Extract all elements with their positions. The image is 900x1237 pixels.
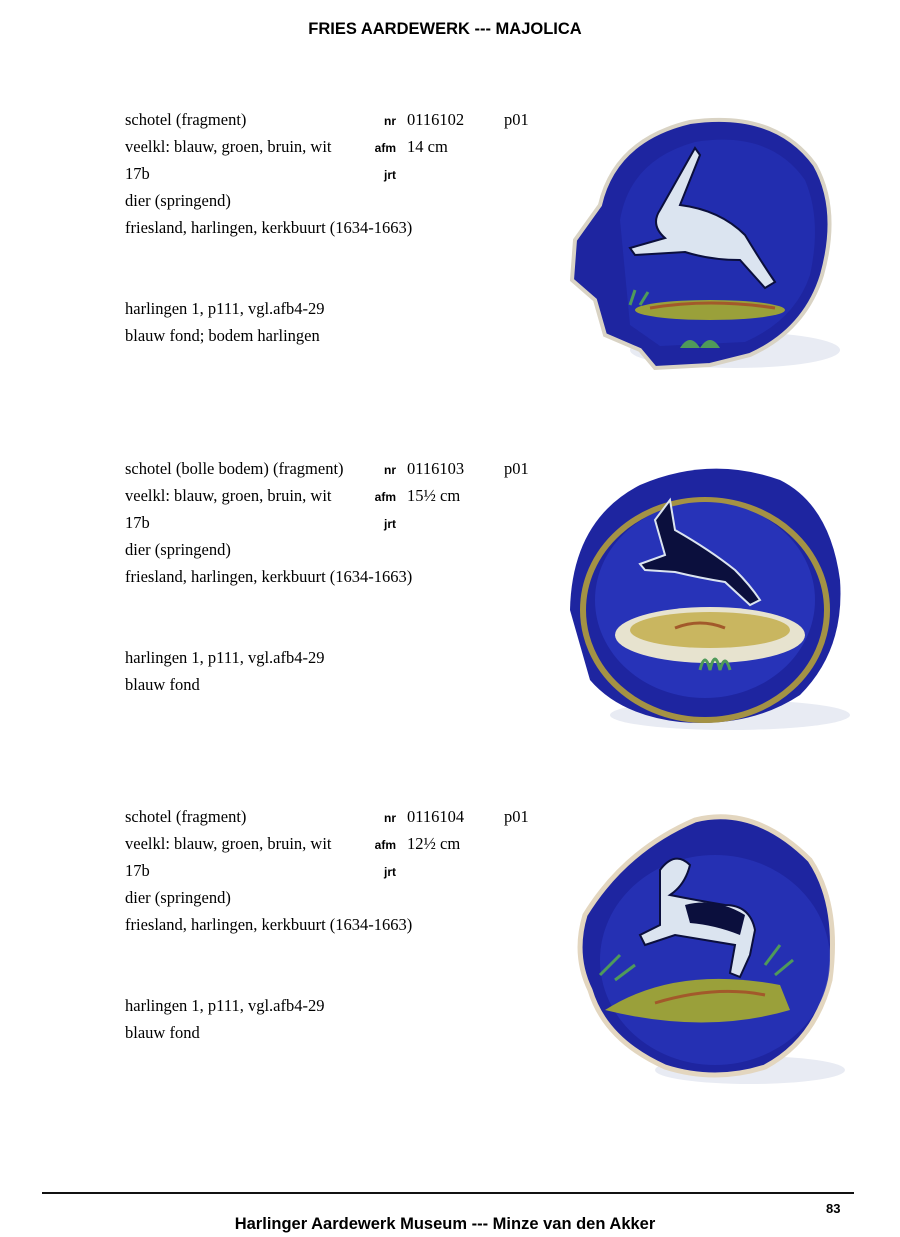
value-voorwerp: schotel (bolle bodem) (fragment) <box>125 459 344 478</box>
value-voorwerp: schotel (fragment) <box>125 807 247 826</box>
value-afm: 14 cm <box>407 137 448 156</box>
row-opschrift <box>0 702 560 722</box>
label-nr: nr <box>384 463 396 477</box>
label-afm: afm <box>374 141 396 155</box>
page-number: 83 <box>826 1201 841 1216</box>
value-nr: 0116103 <box>407 459 465 478</box>
value-kleur: veelkl: blauw, groen, bruin, wit <box>125 486 332 505</box>
row-voorbeeld <box>0 969 560 989</box>
value-voorstelling: dier (springend) <box>125 540 231 559</box>
footer-text: Harlinger Aardewerk Museum --- Minze van den Akker <box>234 1215 656 1233</box>
row-fabrikaat <box>0 218 560 238</box>
value-opmerking: blauw fond <box>125 675 200 694</box>
row-voorwerp <box>0 459 560 479</box>
row-voorbeeld <box>0 272 560 292</box>
value-voorwerp: schotel (fragment) <box>125 110 247 129</box>
dish-well <box>600 855 830 1065</box>
value-literatuur: harlingen 1, p111, vgl.afb4-29 <box>125 648 325 667</box>
row-opschrift <box>0 1050 560 1070</box>
value-code: p01 <box>504 459 529 478</box>
value-datering: 17b <box>125 164 150 183</box>
row-schilder <box>0 942 560 962</box>
row-fabrikaat <box>0 567 560 587</box>
value-kleur: veelkl: blauw, groen, bruin, wit <box>125 834 332 853</box>
value-voorstelling: dier (springend) <box>125 888 231 907</box>
value-nr: 0116104 <box>407 807 465 826</box>
row-opmerking <box>0 326 560 346</box>
value-datering: 17b <box>125 861 150 880</box>
label-afm: afm <box>374 838 396 852</box>
row-opmerking <box>0 1023 560 1043</box>
label-nr: nr <box>384 114 396 128</box>
value-code: p01 <box>504 807 529 826</box>
dish-well <box>595 502 815 698</box>
value-datering: 17b <box>125 513 150 532</box>
value-voorstelling: dier (springend) <box>125 191 231 210</box>
row-fabrikaat <box>0 915 560 935</box>
row-literatuur <box>0 648 560 668</box>
row-opmerking <box>0 675 560 695</box>
value-code: p01 <box>504 110 529 129</box>
row-schilder <box>0 594 560 614</box>
value-literatuur: harlingen 1, p111, vgl.afb4-29 <box>125 299 325 318</box>
value-opmerking: blauw fond <box>125 1023 200 1042</box>
row-kleur <box>0 486 560 506</box>
value-fabrikaat: friesland, harlingen, kerkbuurt (1634-1663) <box>125 218 413 237</box>
value-fabrikaat: friesland, harlingen, kerkbuurt (1634-1663) <box>125 915 413 934</box>
row-voorstelling <box>0 191 560 211</box>
footer-rule <box>42 1192 854 1194</box>
value-nr: 0116102 <box>407 110 465 129</box>
value-fabrikaat: friesland, harlingen, kerkbuurt (1634-1663) <box>125 567 413 586</box>
label-nr: nr <box>384 811 396 825</box>
label-jrt: jrt <box>384 168 396 182</box>
label-jrt: jrt <box>384 865 396 879</box>
value-kleur: veelkl: blauw, groen, bruin, wit <box>125 137 332 156</box>
label-afm: afm <box>374 490 396 504</box>
row-voorwerp <box>0 807 560 827</box>
row-literatuur <box>0 299 560 319</box>
value-afm: 15½ cm <box>407 486 461 505</box>
row-kleur <box>0 834 560 854</box>
ground-yellow <box>630 612 790 648</box>
row-datering <box>0 164 560 184</box>
row-voorstelling <box>0 540 560 560</box>
row-literatuur <box>0 996 560 1016</box>
dish-photo-hare <box>560 110 850 390</box>
value-opmerking: blauw fond; bodem harlingen <box>125 326 320 345</box>
row-datering <box>0 861 560 881</box>
dish-photo-dog <box>565 805 855 1090</box>
dish-photo-animal <box>560 460 860 740</box>
label-jrt: jrt <box>384 517 396 531</box>
row-voorstelling <box>0 888 560 908</box>
row-schilder <box>0 245 560 265</box>
row-voorbeeld <box>0 621 560 641</box>
value-literatuur: harlingen 1, p111, vgl.afb4-29 <box>125 996 325 1015</box>
value-afm: 12½ cm <box>407 834 461 853</box>
row-kleur <box>0 137 560 157</box>
row-voorwerp <box>0 110 560 130</box>
row-datering <box>0 513 560 533</box>
page-title: FRIES AARDEWERK --- MAJOLICA <box>308 20 582 38</box>
row-opschrift <box>0 353 560 373</box>
